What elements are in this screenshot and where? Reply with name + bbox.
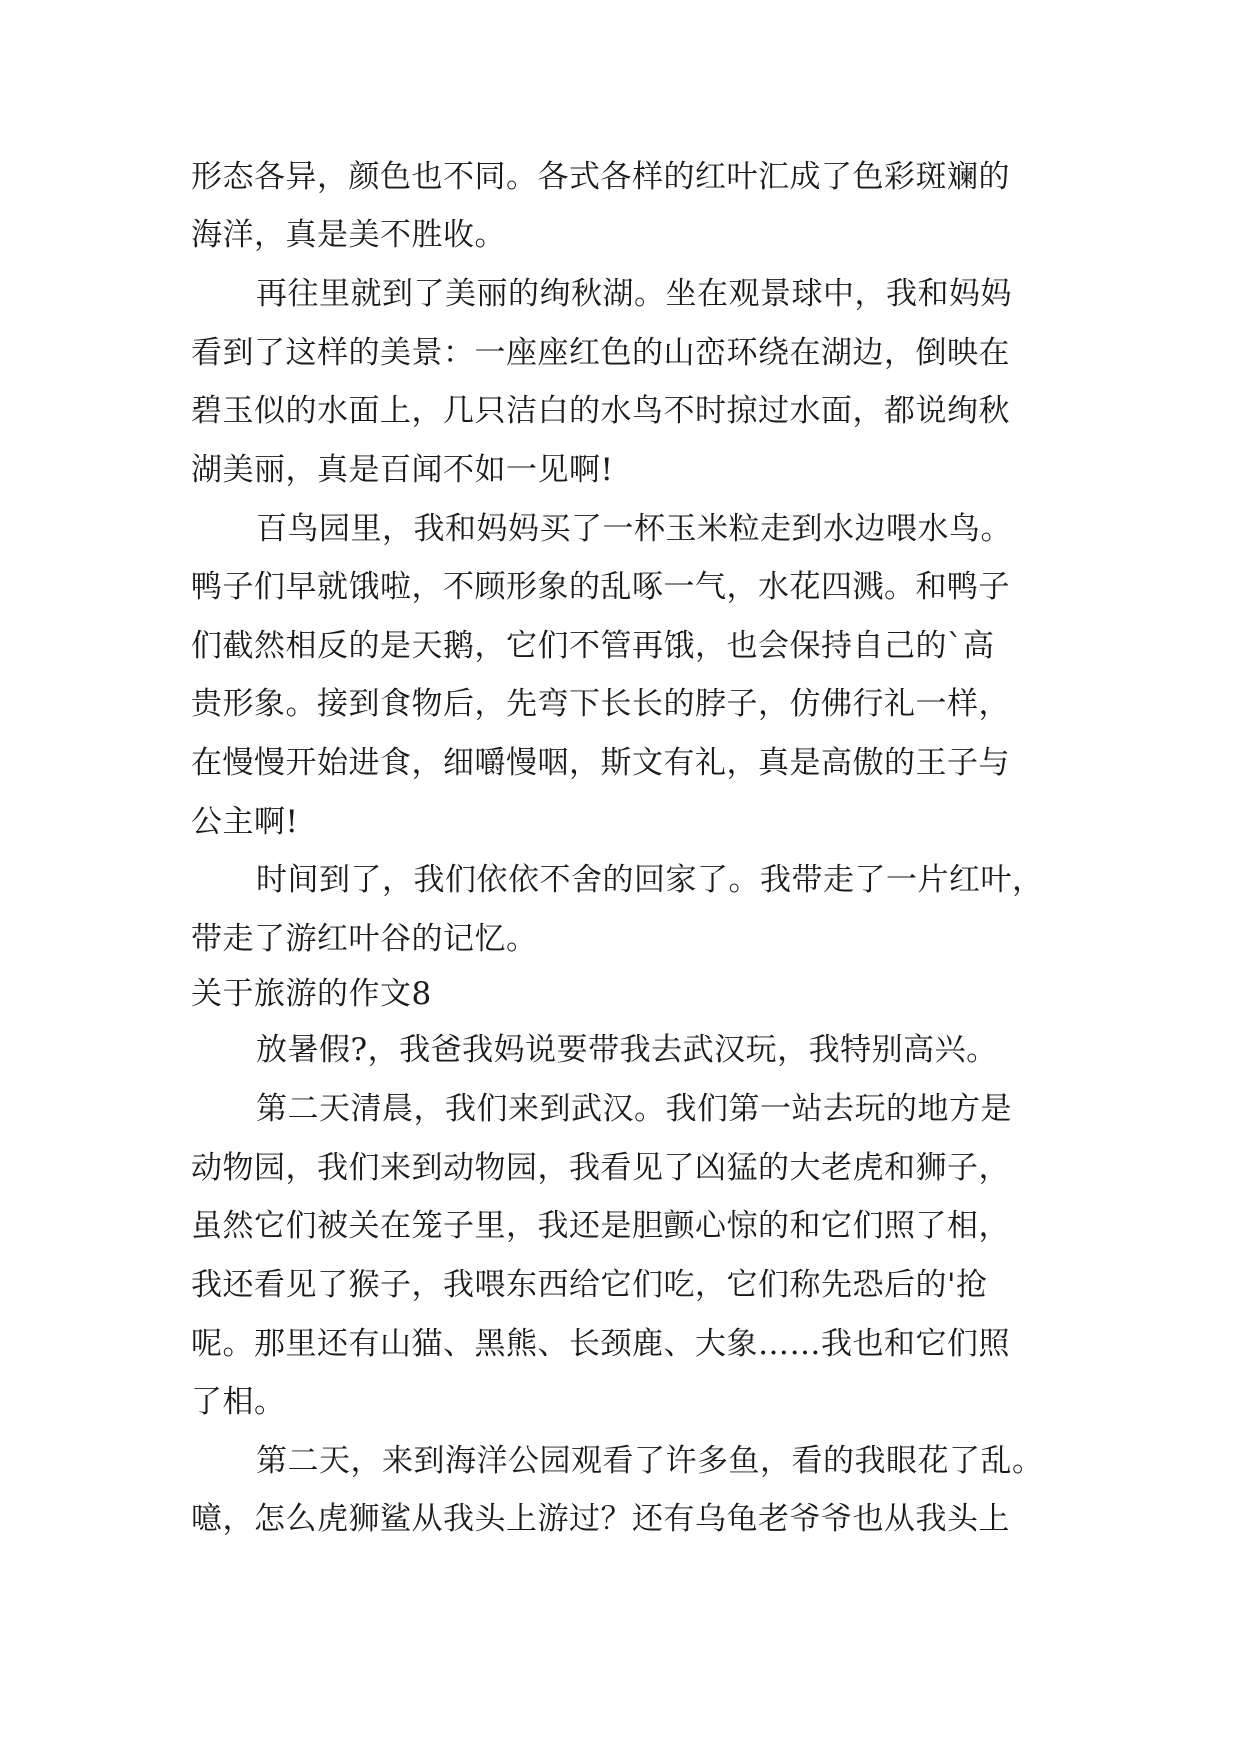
text-line: 第二天清晨，我们来到武汉。我们第一站去玩的地方是 [256,1091,1012,1127]
text-line: 在慢慢开始进食，细嚼慢咽，斯文有礼，真是高傲的王子与 [191,745,1010,781]
text-line: 虽然它们被关在笼子里，我还是胆颤心惊的和它们照了相， [191,1208,1010,1244]
text-line: 们截然相反的是天鹅，它们不管再饿，也会保持自己的`高 [191,628,995,664]
text-line: 呢。那里还有山猫、黑熊、长颈鹿、大象……我也和它们照 [191,1326,1010,1362]
text-line: 带走了游红叶谷的记忆。 [191,921,538,957]
text-line: 了相。 [191,1384,286,1420]
text-line: 动物园，我们来到动物园，我看见了凶猛的大老虎和狮子， [191,1150,1010,1186]
text-line: 我还看见了猴子，我喂东西给它们吃，它们称先恐后的'抢 [191,1267,988,1303]
text-line: 湖美丽，真是百闻不如一见啊! [191,452,614,488]
text-line: 鸭子们早就饿啦，不顾形象的乱啄一气，水花四溅。和鸭子 [191,569,1010,605]
text-line: 百鸟园里，我和妈妈买了一杯玉米粒走到水边喂水鸟。 [256,511,1012,547]
text-line: 贵形象。接到食物后，先弯下长长的脖子，仿佛行礼一样， [191,686,1010,722]
text-line: 公主啊! [191,804,299,840]
text-line: 再往里就到了美丽的绚秋湖。坐在观景球中，我和妈妈 [256,276,1012,312]
text-line: 碧玉似的水面上，几只洁白的水鸟不时掠过水面，都说绚秋 [191,393,1010,429]
text-line: 时间到了，我们依依不舍的回家了。我带走了一片红叶， [256,862,1044,898]
text-line: 海洋，真是美不胜收。 [191,217,506,253]
text-line: 第二天，来到海洋公园观看了许多鱼，看的我眼花了乱。 [256,1443,1044,1479]
text-line: 看到了这样的美景：一座座红色的山峦环绕在湖边，倒映在 [191,335,1010,371]
text-line: 形态各异，颜色也不同。各式各样的红叶汇成了色彩斑斓的 [191,159,1010,195]
text-line: 放暑假?，我爸我妈说要带我去武汉玩，我特别高兴。 [256,1032,998,1068]
text-line: 噫，怎么虎狮鲨从我头上游过？还有乌龟老爷爷也从我头上 [191,1501,1010,1537]
section-heading: 关于旅游的作文8 [191,976,432,1012]
